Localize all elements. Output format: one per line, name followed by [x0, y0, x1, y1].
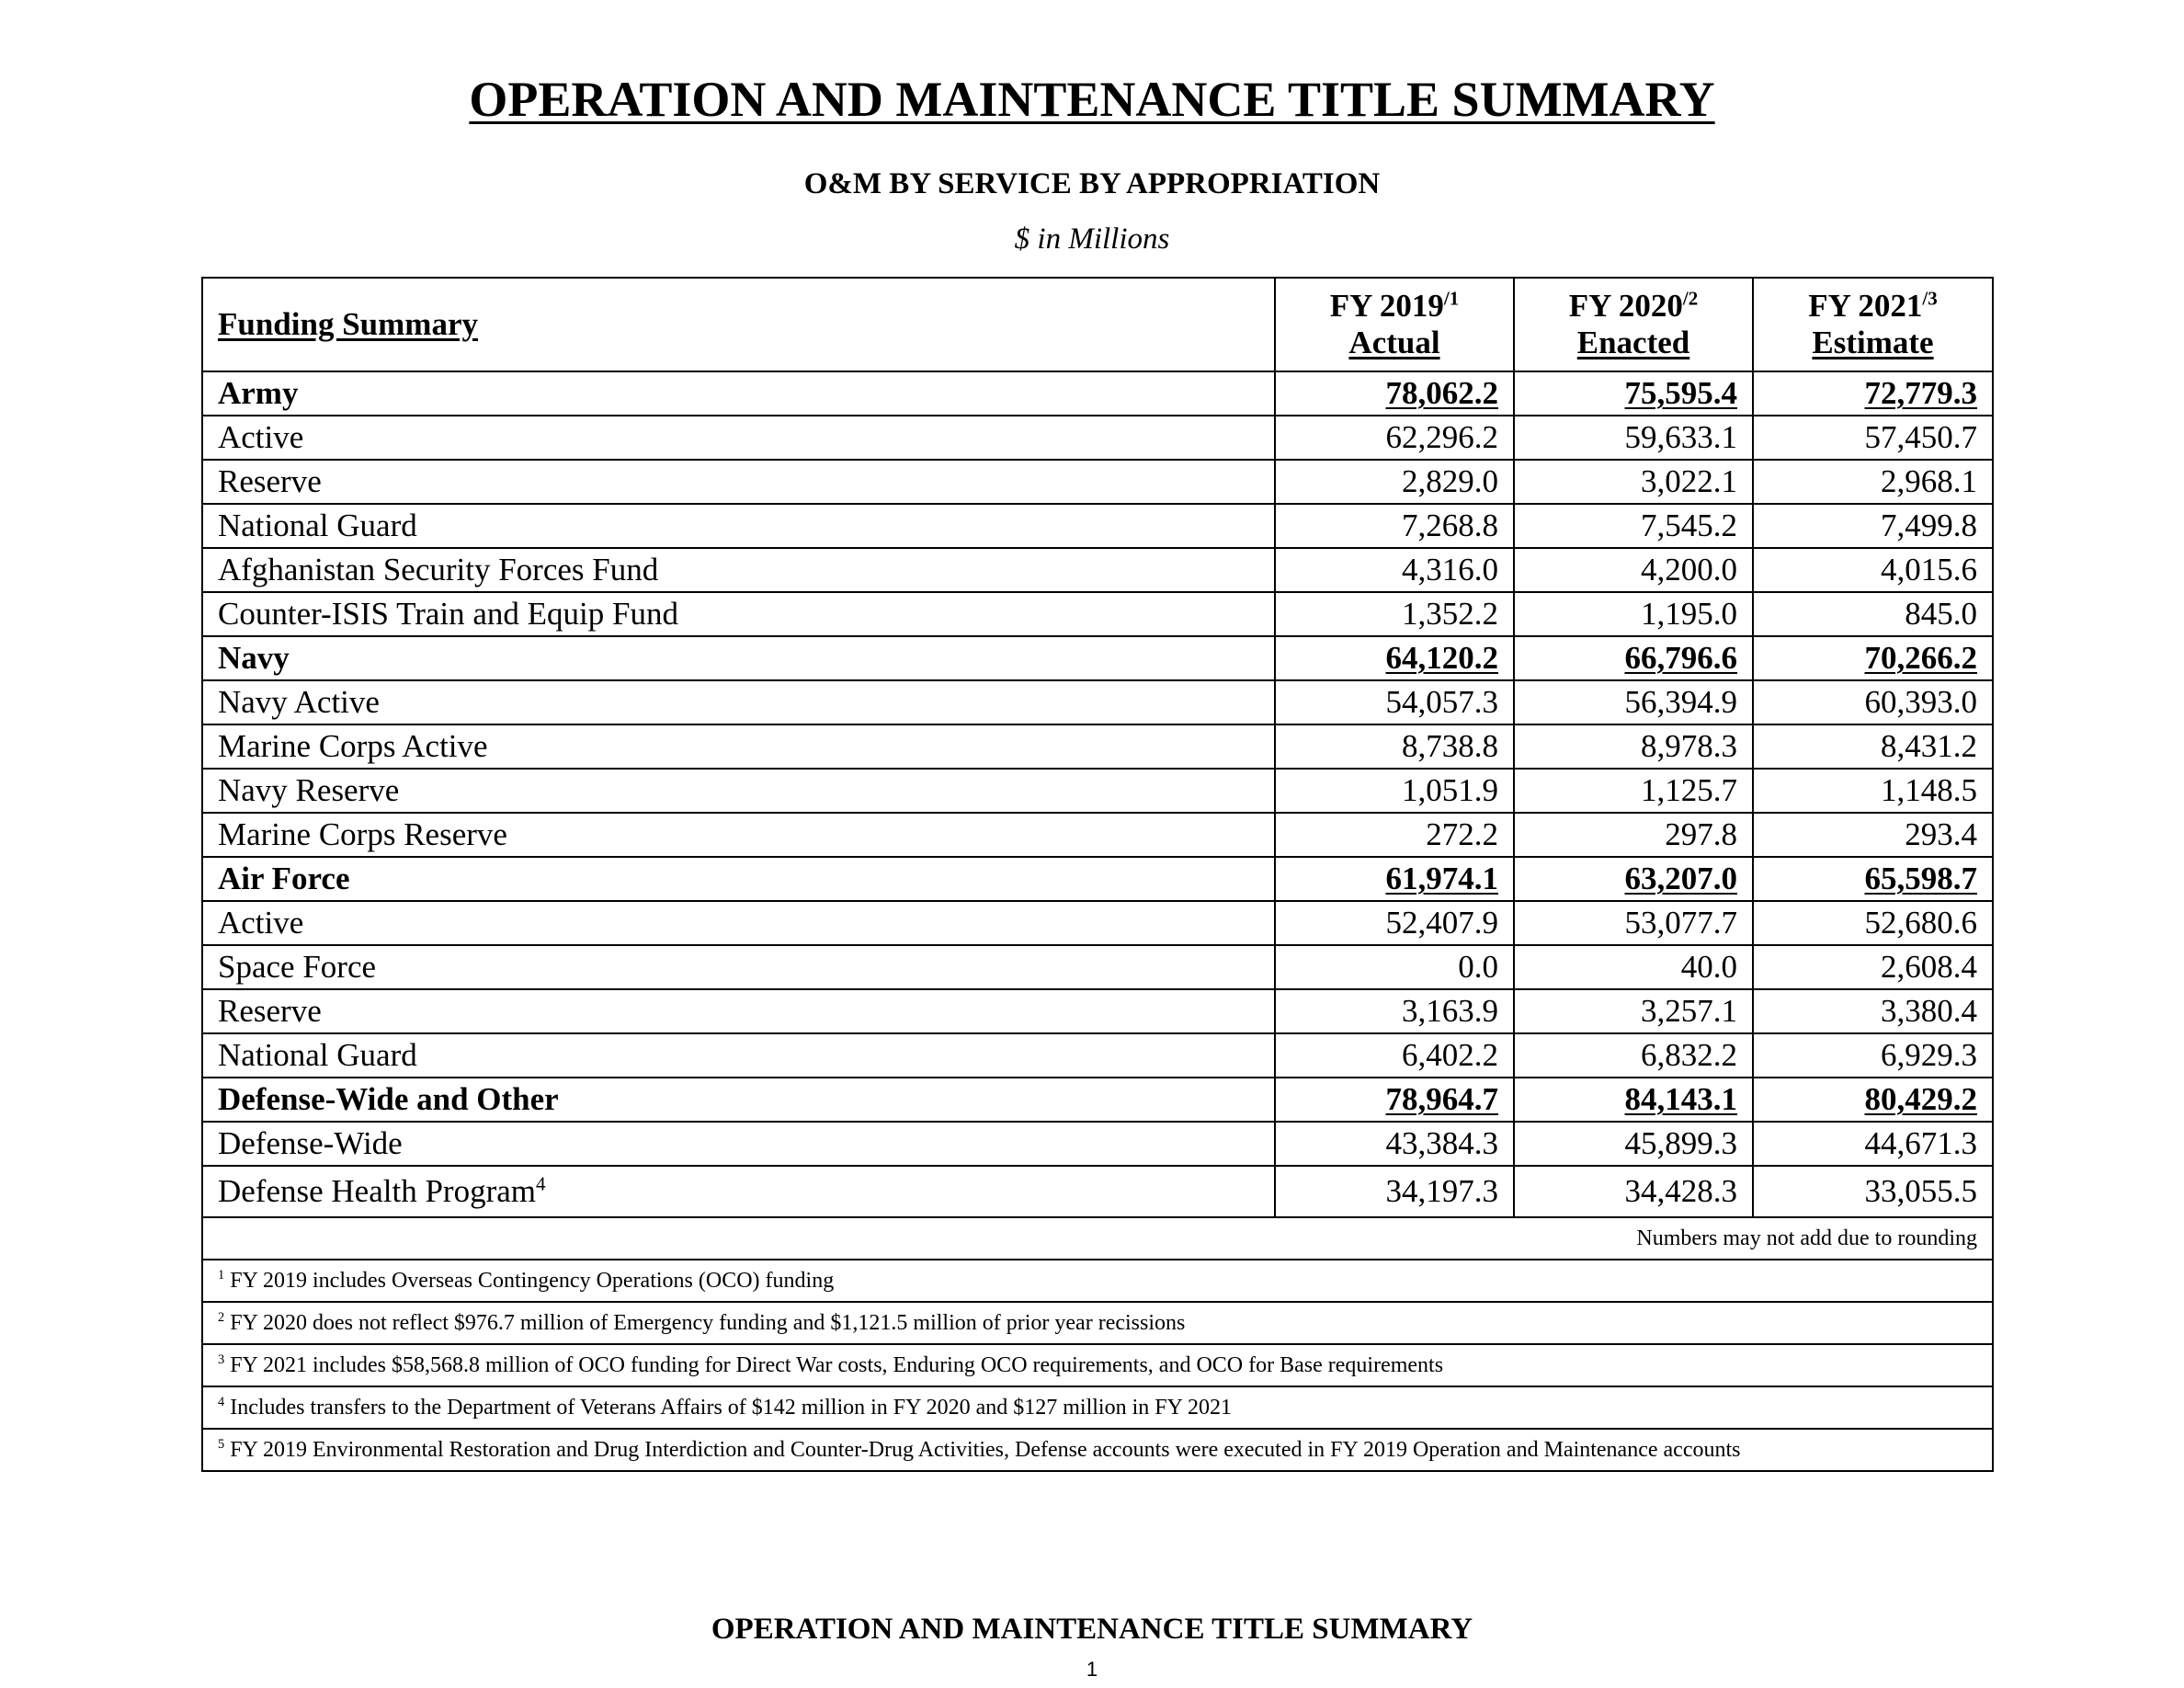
- footnote-text: FY 2019 includes Overseas Contingency Operations (OCO) funding: [230, 1269, 835, 1293]
- value-cell: [1275, 416, 1514, 460]
- footnote: [202, 1386, 1993, 1429]
- value-cell: [1514, 680, 1753, 724]
- value: 4,200.0: [1641, 552, 1737, 587]
- row-label: Army: [218, 375, 299, 411]
- value-cell: [1514, 1078, 1753, 1122]
- row-label-cell: [202, 1078, 1275, 1122]
- table-group-row: [202, 371, 1993, 416]
- value: 78,062.2: [1385, 375, 1498, 411]
- row-label-cell: [202, 857, 1275, 901]
- value: 57,450.7: [1864, 419, 1977, 455]
- table-subtitle: O&M BY SERVICE BY APPROPRIATION: [803, 167, 1381, 200]
- table-row: [202, 1122, 1993, 1166]
- value-cell: [1514, 504, 1753, 548]
- value-cell: [1275, 592, 1514, 636]
- value: 2,829.0: [1402, 463, 1498, 499]
- value: 45,899.3: [1624, 1125, 1737, 1161]
- value-cell: [1275, 371, 1514, 416]
- row-label-cell: [202, 1166, 1275, 1217]
- footnote-row: [202, 1344, 1993, 1386]
- value-cell: [1514, 901, 1753, 945]
- value-cell: [1275, 724, 1514, 769]
- table-row: [202, 989, 1993, 1033]
- value: 72,779.3: [1864, 375, 1977, 411]
- column-fy-label: FY 2021: [1808, 288, 1923, 324]
- value: 7,268.8: [1402, 508, 1498, 543]
- value-cell: [1514, 857, 1753, 901]
- value: 1,051.9: [1402, 772, 1498, 808]
- column-header-fy2019: [1275, 278, 1514, 371]
- value-cell: [1275, 769, 1514, 813]
- row-label: Space Force: [218, 949, 377, 985]
- row-label-cell: [202, 901, 1275, 945]
- column-fy-label: FY 2020: [1568, 288, 1683, 324]
- value-cell: [1753, 1122, 1993, 1166]
- value: 8,738.8: [1402, 728, 1498, 764]
- value-cell: [1514, 769, 1753, 813]
- value-cell: [1275, 1166, 1514, 1217]
- table-row: [202, 1166, 1993, 1217]
- value-cell: [1753, 592, 1993, 636]
- value-cell: [1753, 680, 1993, 724]
- page-title: OPERATION AND MAINTENANCE TITLE SUMMARY: [469, 72, 1715, 127]
- row-label: Navy Reserve: [218, 772, 400, 808]
- footer-title: OPERATION AND MAINTENANCE TITLE SUMMARY: [711, 1613, 1473, 1646]
- row-label: Navy: [218, 640, 290, 676]
- value-cell: [1275, 813, 1514, 857]
- value-cell: [1514, 592, 1753, 636]
- value: 75,595.4: [1624, 375, 1737, 411]
- footnote-text: FY 2019 Environmental Restoration and Drug Interdiction and Counter-Drug Activities, Defense accounts were executed in FY 2019 Operation and Maintenance accounts: [230, 1438, 1741, 1462]
- value: 3,257.1: [1641, 993, 1737, 1029]
- row-label: Afghanistan Security Forces Fund: [218, 552, 659, 587]
- value-cell: [1753, 371, 1993, 416]
- table-row: [202, 592, 1993, 636]
- value-cell: [1514, 371, 1753, 416]
- funding-summary-header: [202, 278, 1275, 371]
- value: 34,197.3: [1385, 1173, 1498, 1209]
- column-footnote-marker: /1: [1443, 287, 1460, 310]
- value-cell: [1275, 857, 1514, 901]
- table-row: [202, 769, 1993, 813]
- value: 1,125.7: [1641, 772, 1737, 808]
- value: 60,393.0: [1864, 684, 1977, 720]
- footnote-text: FY 2020 does not reflect $976.7 million of Emergency funding and $1,121.5 million of prior year recissions: [230, 1311, 1186, 1335]
- value: 4,316.0: [1402, 552, 1498, 587]
- value: 59,633.1: [1624, 419, 1737, 455]
- value: 61,974.1: [1385, 861, 1498, 896]
- column-sub-label: Estimate: [1812, 325, 1934, 360]
- value: 0.0: [1458, 949, 1498, 985]
- row-label-cell: [202, 813, 1275, 857]
- value: 53,077.7: [1624, 905, 1737, 941]
- value-cell: [1514, 1166, 1753, 1217]
- row-label: Navy Active: [218, 684, 380, 720]
- table-body: [202, 371, 1993, 1471]
- footnote-marker: 5: [218, 1437, 225, 1452]
- value: 293.4: [1905, 816, 1977, 852]
- value-cell: [1753, 548, 1993, 592]
- column-sub-label: Enacted: [1576, 325, 1690, 360]
- value-cell: [1275, 1033, 1514, 1078]
- row-label: Reserve: [218, 993, 322, 1029]
- footnote-text: Includes transfers to the Department of Veterans Affairs of $142 million in FY 2020 and $127 million in FY 2021: [230, 1396, 1233, 1420]
- value: 70,266.2: [1864, 640, 1977, 676]
- table-header-row: [202, 278, 1993, 371]
- column-header-fy2021: [1753, 278, 1993, 371]
- row-footnote-marker: 4: [535, 1172, 546, 1195]
- value: 34,428.3: [1624, 1173, 1737, 1209]
- value-cell: [1275, 901, 1514, 945]
- table-row: [202, 813, 1993, 857]
- row-label-cell: [202, 945, 1275, 989]
- row-label: Defense-Wide: [218, 1125, 403, 1161]
- value: 297.8: [1665, 816, 1737, 852]
- table-row: [202, 724, 1993, 769]
- column-header-fy2020: [1514, 278, 1753, 371]
- value: 44,671.3: [1864, 1125, 1977, 1161]
- funding-summary-table: [201, 277, 1994, 1472]
- value: 6,402.2: [1402, 1037, 1498, 1073]
- row-label-cell: [202, 724, 1275, 769]
- value: 65,598.7: [1864, 861, 1977, 896]
- value-cell: [1753, 416, 1993, 460]
- rounding-note: Numbers may not add due to rounding: [202, 1217, 1993, 1260]
- value: 1,148.5: [1881, 772, 1977, 808]
- value-cell: [1753, 945, 1993, 989]
- value: 80,429.2: [1864, 1081, 1977, 1117]
- footnote: [202, 1260, 1993, 1302]
- value: 1,195.0: [1641, 596, 1737, 632]
- value-cell: [1753, 857, 1993, 901]
- value: 63,207.0: [1624, 861, 1737, 896]
- row-label-cell: [202, 989, 1275, 1033]
- rounding-note-row: [202, 1217, 1993, 1260]
- footnote-marker: 1: [218, 1268, 225, 1283]
- row-label-cell: [202, 769, 1275, 813]
- value-cell: [1275, 504, 1514, 548]
- footnote-marker: 3: [218, 1352, 225, 1367]
- footnote: [202, 1429, 1993, 1471]
- table-group-row: [202, 636, 1993, 680]
- column-footnote-marker: /3: [1922, 287, 1938, 310]
- table-group-row: [202, 1078, 1993, 1122]
- footnote-marker: 2: [218, 1310, 225, 1325]
- value-cell: [1514, 945, 1753, 989]
- column-footnote-marker: /2: [1682, 287, 1699, 310]
- value-cell: [1275, 1122, 1514, 1166]
- value-cell: [1753, 769, 1993, 813]
- row-label: Marine Corps Reserve: [218, 816, 507, 852]
- value: 64,120.2: [1385, 640, 1498, 676]
- table-row: [202, 680, 1993, 724]
- value: 52,407.9: [1385, 905, 1498, 941]
- row-label-cell: [202, 680, 1275, 724]
- value-cell: [1753, 636, 1993, 680]
- value-cell: [1753, 901, 1993, 945]
- value-cell: [1753, 724, 1993, 769]
- value: 62,296.2: [1385, 419, 1498, 455]
- table-row: [202, 460, 1993, 504]
- value-cell: [1514, 416, 1753, 460]
- footnote: [202, 1344, 1993, 1386]
- value-cell: [1514, 636, 1753, 680]
- row-label: Defense-Wide and Other: [218, 1081, 559, 1117]
- row-label-cell: [202, 1033, 1275, 1078]
- value: 66,796.6: [1624, 640, 1737, 676]
- row-label-cell: [202, 416, 1275, 460]
- value: 3,380.4: [1881, 993, 1977, 1029]
- value: 272.2: [1426, 816, 1498, 852]
- table-row: [202, 945, 1993, 989]
- table-group-row: [202, 857, 1993, 901]
- value-cell: [1514, 460, 1753, 504]
- table-row: [202, 416, 1993, 460]
- value: 845.0: [1905, 596, 1977, 632]
- footnote-row: [202, 1260, 1993, 1302]
- value-cell: [1753, 460, 1993, 504]
- table-row: [202, 504, 1993, 548]
- value: 3,163.9: [1402, 993, 1498, 1029]
- table-row: [202, 548, 1993, 592]
- value-cell: [1275, 945, 1514, 989]
- value-cell: [1753, 989, 1993, 1033]
- row-label: Active: [218, 905, 304, 941]
- row-label: National Guard: [218, 508, 417, 543]
- value: 4,015.6: [1881, 552, 1977, 587]
- value: 54,057.3: [1385, 684, 1498, 720]
- value: 2,968.1: [1881, 463, 1977, 499]
- value-cell: [1514, 1033, 1753, 1078]
- column-sub-label: Actual: [1348, 325, 1440, 360]
- footnote-text: FY 2021 includes $58,568.8 million of OCO funding for Direct War costs, Enduring OCO requirements, and OCO for Base requirements: [230, 1353, 1444, 1377]
- value: 1,352.2: [1402, 596, 1498, 632]
- value-cell: [1514, 989, 1753, 1033]
- value: 52,680.6: [1864, 905, 1977, 941]
- page-number: 1: [1086, 1658, 1098, 1681]
- row-label: Reserve: [218, 463, 322, 499]
- row-label-cell: [202, 460, 1275, 504]
- row-label-cell: [202, 504, 1275, 548]
- column-fy-label: FY 2019: [1329, 288, 1444, 324]
- value-cell: [1753, 504, 1993, 548]
- funding-summary-header-label: Funding Summary: [218, 306, 478, 342]
- table-row: [202, 901, 1993, 945]
- units-caption: $ in Millions: [1014, 222, 1170, 256]
- value-cell: [1275, 1078, 1514, 1122]
- value: 84,143.1: [1624, 1081, 1737, 1117]
- row-label: Air Force: [218, 861, 350, 896]
- row-label: National Guard: [218, 1037, 417, 1073]
- footnote-row: [202, 1429, 1993, 1471]
- value: 6,832.2: [1641, 1037, 1737, 1073]
- row-label-cell: [202, 636, 1275, 680]
- value: 8,431.2: [1881, 728, 1977, 764]
- row-label-cell: [202, 1122, 1275, 1166]
- value-cell: [1514, 1122, 1753, 1166]
- value-cell: [1753, 813, 1993, 857]
- value-cell: [1275, 989, 1514, 1033]
- table-row: [202, 1033, 1993, 1078]
- value: 78,964.7: [1385, 1081, 1498, 1117]
- value-cell: [1275, 460, 1514, 504]
- row-label: Marine Corps Active: [218, 728, 488, 764]
- value: 40.0: [1680, 949, 1737, 985]
- row-label-cell: [202, 548, 1275, 592]
- value-cell: [1514, 724, 1753, 769]
- footnote-row: [202, 1386, 1993, 1429]
- value-cell: [1753, 1078, 1993, 1122]
- value: 2,608.4: [1881, 949, 1977, 985]
- value-cell: [1275, 548, 1514, 592]
- value: 3,022.1: [1641, 463, 1737, 499]
- row-label-cell: [202, 371, 1275, 416]
- row-label-cell: [202, 592, 1275, 636]
- value-cell: [1753, 1166, 1993, 1217]
- value: 7,499.8: [1881, 508, 1977, 543]
- value-cell: [1275, 680, 1514, 724]
- row-label: Counter-ISIS Train and Equip Fund: [218, 596, 678, 632]
- footnote: [202, 1302, 1993, 1344]
- row-label: Active: [218, 419, 304, 455]
- value: 7,545.2: [1641, 508, 1737, 543]
- row-label: Defense Health Program: [218, 1173, 536, 1209]
- value: 43,384.3: [1385, 1125, 1498, 1161]
- footnote-marker: 4: [218, 1395, 225, 1409]
- value-cell: [1275, 636, 1514, 680]
- value: 6,929.3: [1881, 1037, 1977, 1073]
- value: 33,055.5: [1864, 1173, 1977, 1209]
- value: 56,394.9: [1624, 684, 1737, 720]
- value-cell: [1514, 813, 1753, 857]
- value-cell: [1514, 548, 1753, 592]
- value: 8,978.3: [1641, 728, 1737, 764]
- footnote-row: [202, 1302, 1993, 1344]
- value-cell: [1753, 1033, 1993, 1078]
